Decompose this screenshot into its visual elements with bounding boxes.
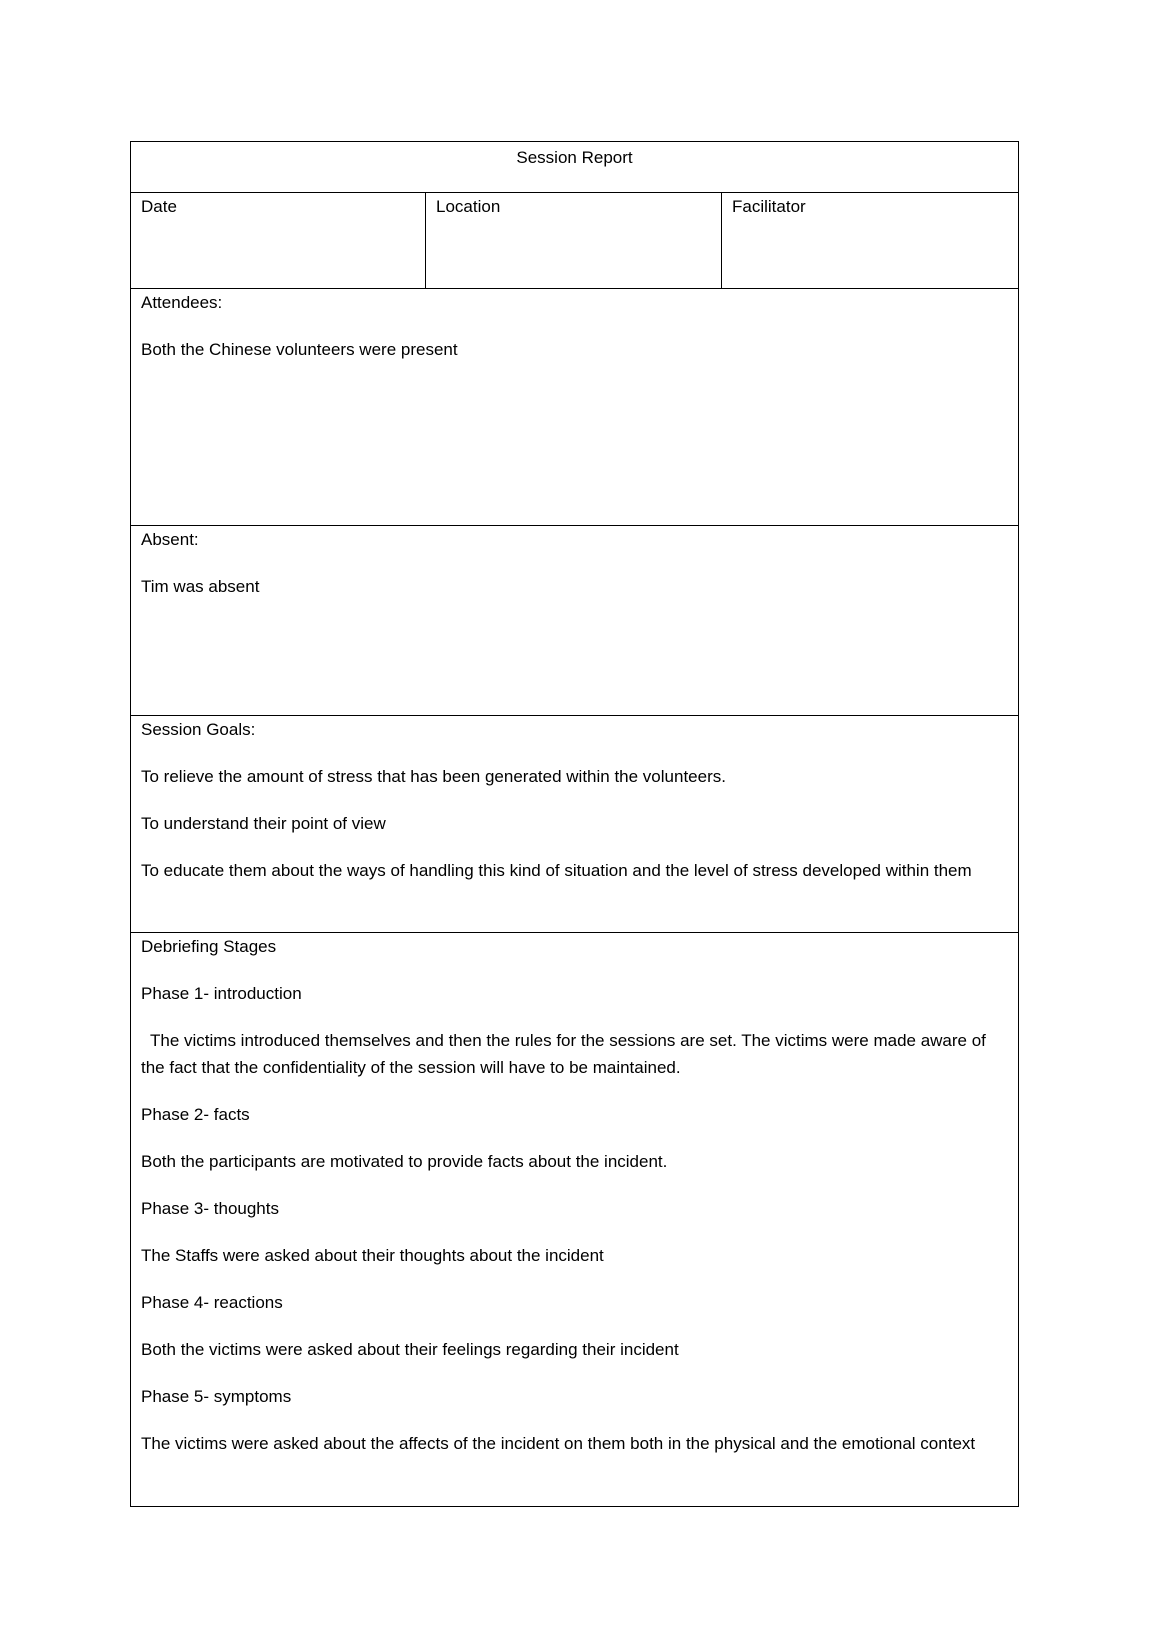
goal-item: To educate them about the ways of handling this kind of situation and the level of stress developed within them — [141, 861, 972, 880]
attendees-text: Both the Chinese volunteers were present — [141, 340, 458, 359]
goal-item: To relieve the amount of stress that has been generated within the volunteers. — [141, 767, 726, 786]
phase-title: Phase 4- reactions — [141, 1293, 283, 1312]
date-label: Date — [141, 197, 177, 216]
session-report-table — [130, 141, 1019, 1507]
phase-title: Phase 2- facts — [141, 1105, 250, 1124]
phase-text: The victims introduced themselves and then the rules for the sessions are set. The victims were made aware of the fact that the confidentiality of the session will have to be maintained. — [141, 1031, 986, 1077]
debriefing-cell — [131, 933, 1019, 1507]
absent-label: Absent: — [141, 530, 199, 549]
absent-text: Tim was absent — [141, 577, 260, 596]
phase-title: Phase 5- symptoms — [141, 1387, 292, 1406]
date-cell — [131, 193, 426, 289]
goal-item: To understand their point of view — [141, 814, 386, 833]
info-row — [131, 193, 1019, 289]
phase-title: Phase 3- thoughts — [141, 1199, 279, 1218]
attendees-row — [131, 289, 1019, 526]
phase-text: The victims were asked about the affects of the incident on them both in the physical and the emotional context — [141, 1434, 976, 1453]
goals-cell — [131, 716, 1019, 933]
absent-cell — [131, 526, 1019, 716]
debriefing-row — [131, 933, 1019, 1507]
report-title: Session Report — [131, 142, 1019, 193]
title-row — [131, 142, 1019, 193]
debriefing-label: Debriefing Stages — [141, 937, 277, 956]
location-cell — [426, 193, 722, 289]
facilitator-cell — [722, 193, 1019, 289]
goals-label: Session Goals: — [141, 720, 256, 739]
phase-title: Phase 1- introduction — [141, 984, 302, 1003]
absent-row — [131, 526, 1019, 716]
phase-text: The Staffs were asked about their thoughts about the incident — [141, 1246, 604, 1265]
attendees-label: Attendees: — [141, 293, 223, 312]
phase-text: Both the participants are motivated to provide facts about the incident. — [141, 1152, 668, 1171]
phase-text: Both the victims were asked about their feelings regarding their incident — [141, 1340, 679, 1359]
facilitator-label: Facilitator — [732, 197, 806, 216]
attendees-cell — [131, 289, 1019, 526]
location-label: Location — [436, 197, 501, 216]
goals-row — [131, 716, 1019, 933]
